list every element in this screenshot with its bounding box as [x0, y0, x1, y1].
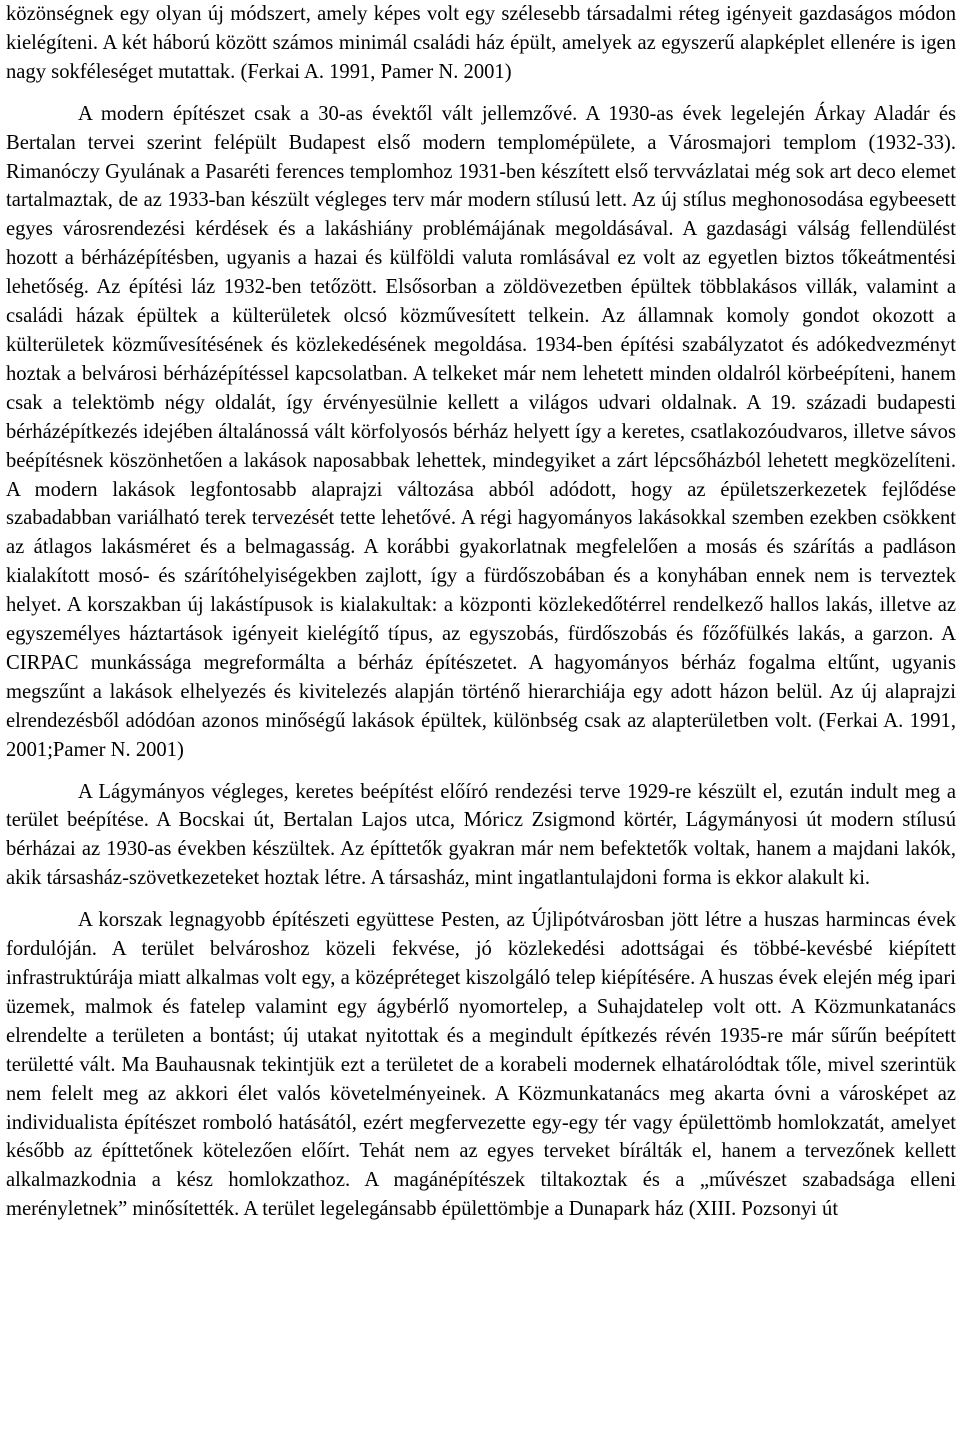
paragraph-ujlipotvaros: A korszak legnagyobb építészeti együttese Pesten, az Újlipótvárosban jött létre a huszas harmincas évek fordulóján. A terület belvároshoz közeli fekvése, jó közlekedési adottságai és többé-kevésbé kiépített infrastruktúrája miatt alkalmas volt egy, a középréteget kiszolgáló telep kiépítésére. A huszas évek elején még ipari üzemek, malmok és fatelep valamint egy ágybérlő nyomortelep, a Suhajdatelep volt ott. A Közmunkatanács elrendelte a területen a bontást; új utakat nyitottak és a megindult építkezés révén 1935-re már sűrűn beépített területté vált. Ma Bauhausnak tekintjük ezt a területet de a korabeli modernek elhatárolódtak tőle, mivel szerintük nem felelt meg az akkori élet valós követelményeinek. A Közmunkatanács meg akarta óvni a városképet az individualista építészet romboló hatásától, ezért megfervezette egy-egy tér vagy épülettömb homlokzatát, amelyet később az építtetőnek kötelezően előírt. Tehát nem az egyes terveket bírálták el, hanem a tervezőnek kellett alkalmazkodnia a kész homlokzathoz. A magánépítészek tiltakoztak és a „művészet szabadsága elleni merényletnek” minősítették. A terület legelegánsabb épülettömbje a Dunapark ház (XIII. Pozsonyi út [6, 909, 956, 1221]
paragraph-modern-architecture: A modern építészet csak a 30-as évektől vált jellemzővé. A 1930-as évek legelején Árkay Aladár és Bertalan tervei szerint felépült Budapest első modern templomépülete, a Városmajori templom (1932-33). Rimanóczy Gyulának a Pasaréti ferences templomhoz 1931-ben készített első tervvázlatai még sok art deco elemet tartalmaztak, de az 1933-ban készült végleges terv már modern stílusú lett. Az új stílus meghonosodása egybeesett egyes városrendezési kérdések és a lakáshiány problémájának megoldásával. A gazdasági válság fellendülést hozott a bérházépítésben, ugyanis a hazai és külföldi valuta romlásával ez volt az egyetlen biztos tőkeátmentési lehetőség. Az építési láz 1932-ben tetőzött. Elsősorban a zöldövezetben épültek többlakásos villák, valamint a családi házak épültek a külterületek olcsó közművesített telkein. Az államnak komoly gondot okozott a külterületek közművesítésének és közlekedésének megoldása. 1934-ben építési szabályzatot és adókedvezményt hoztak a belvárosi bérházépítéssel kapcsolatban. A telkeket már nem lehetett minden oldalról körbeépíteni, hanem csak a telektömb négy oldalát, így érvényesülnie kellett a világos udvari oldalnak. A 19. századi budapesti bérházépítkezés idejében általánossá vált körfolyosós bérház helyett így a keretes, csatlakozóudvaros, illetve sávos beépítésnek köszönhetően a lakások naposabbak lehettek, mindegyiket a zárt lépcsőházból lehetett megközelíteni. A modern lakások legfontosabb alaprajzi változása abból adódott, hogy az épületszerkezetek fejlődése szabadabban variálható terek tervezését tette lehetővé. A régi hagyományos lakásokkal szemben ezekben csökkent az átlagos lakásméret és a belmagasság. A korábbi gyakorlatnak megfelelően a mosás és szárítás a padláson kialakított mosó- és szárítóhelyiségekben zajlott, így a fürdőszobában és a konyhában ennek nem is terveztek helyet. A korszakban új lakástípusok is kialakultak: a központi közlekedőtérrel rendelkező hallos lakás, illetve az egyszemélyes háztartások igényeit kielégítő típus, az egyszobás, fürdőszobás és főzőfülkés lakás, a garzon. A CIRPAC munkássága megreformálta a bérház építészetet. A hagyományos bérház fogalma eltűnt, ugyanis megszűnt a lakások elhelyezés és kivitelezés alapján történő hierarchiája egy adott házon belül. Az új alaprajzi elrendezésből adódóan azonos minőségű lakások épültek, különbség csak az alapterületben volt. (Ferkai A. 1991, 2001;Pamer N. 2001) [6, 102, 956, 761]
document-page [6, 0, 956, 1224]
paragraph-intro: közönségnek egy olyan új módszert, amely képes volt egy szélesebb társadalmi réteg igényeit gazdaságos módon kielégíteni. A két háború között számos minimál családi ház épült, amelyek az egyszerű alapképlet ellenére is igen nagy sokféleséget mutattak. (Ferkai A. 1991, Pamer N. 2001) [6, 3, 956, 83]
paragraph-lagymanyos: A Lágymányos végleges, keretes beépítést előíró rendezési terve 1929-re készült el, ezután indult meg a terület beépítése. A Bocskai út, Bertalan Lajos utca, Móricz Zsigmond körtér, Lágymányosi út modern stílusú bérházai az 1930-as években készültek. Az építtetők gyakran már nem befektetők voltak, hanem a majdani lakók, akik társasház-szövetkezeteket hoztak létre. A társasház, mint ingatlantulajdoni forma is ekkor alakult ki. [6, 780, 956, 890]
